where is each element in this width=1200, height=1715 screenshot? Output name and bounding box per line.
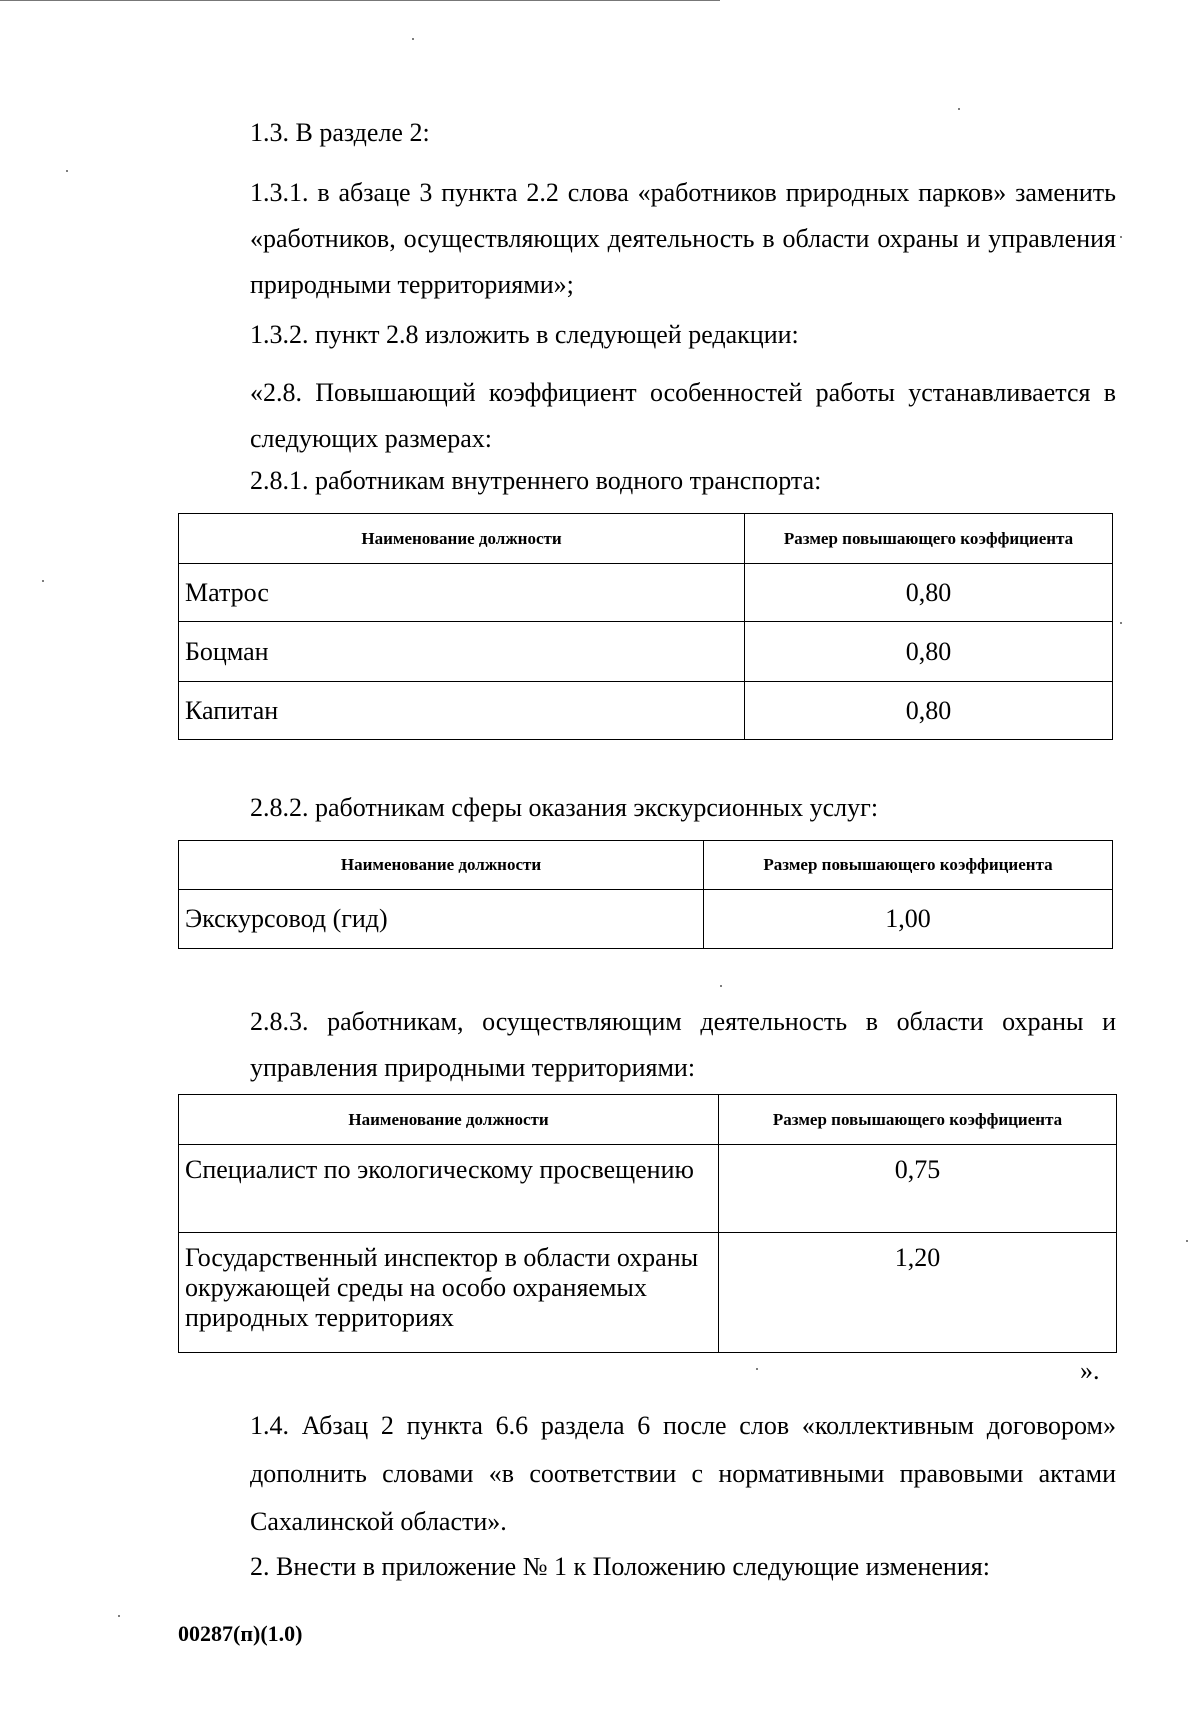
table-row [179, 682, 1113, 740]
coefficient-value: 0,80 [745, 682, 1113, 740]
column-header-position: Наименование должности [179, 514, 745, 564]
position-name: Государственный инспектор в области охраны окружающей среды на особо охраняемых природных территориях [179, 1233, 719, 1353]
column-header-position: Наименование должности [179, 1095, 719, 1145]
scan-speck [958, 108, 960, 110]
document-code: 00287(п)(1.0) [178, 1621, 303, 1646]
closing-quote-mark: ». [1080, 1356, 1100, 1385]
paragraph-2-8-2: 2.8.2. работникам сферы оказания экскурсионных услуг: [250, 793, 879, 822]
table-header-row [179, 1095, 1117, 1145]
paragraph-1-3-2: 1.3.2. пункт 2.8 изложить в следующей редакции: [250, 320, 799, 349]
paragraph-1-3: 1.3. В разделе 2: [250, 118, 430, 147]
scan-speck [1120, 622, 1122, 624]
position-name: Специалист по экологическому просвещению [179, 1145, 719, 1233]
scan-speck [720, 985, 722, 987]
table-header-row [179, 514, 1113, 564]
position-name: Капитан [179, 682, 745, 740]
paragraph-2: 2. Внести в приложение № 1 к Положению следующие изменения: [250, 1552, 990, 1581]
table-row [179, 564, 1113, 622]
paragraph-2-8: «2.8. Повышающий коэффициент особенностей работы устанавливается в следующих размерах: [250, 378, 1116, 453]
column-header-coefficient: Размер повышающего коэффициента [704, 841, 1113, 890]
column-header-coefficient: Размер повышающего коэффициента [719, 1095, 1117, 1145]
paragraph-2-8-3: 2.8.3. работникам, осуществляющим деятельность в области охраны и управления природными территориями: [250, 1007, 1116, 1082]
scan-speck [412, 38, 414, 40]
scan-speck [1120, 236, 1122, 238]
table-header-row [179, 841, 1113, 890]
paragraph-1-3-1: 1.3.1. в абзаце 3 пункта 2.2 слова «работников природных парков» заменить «работников, осуществляющих деятельность в области охраны и управления природными территориями»; [250, 178, 1116, 299]
scan-speck [756, 1368, 758, 1370]
coefficient-value: 0,80 [745, 564, 1113, 622]
table-row [179, 622, 1113, 682]
table-row [179, 1145, 1117, 1233]
position-name: Боцман [179, 622, 745, 682]
scan-speck [118, 1615, 120, 1617]
coefficient-value: 0,80 [745, 622, 1113, 682]
coefficient-table-excursion [178, 840, 1113, 949]
position-name: Матрос [179, 564, 745, 622]
position-name: Экскурсовод (гид) [179, 890, 704, 949]
table-row [179, 890, 1113, 949]
scan-edge-line [0, 0, 720, 1]
coefficient-value: 1,00 [704, 890, 1113, 949]
column-header-position: Наименование должности [179, 841, 704, 890]
table-row [179, 1233, 1117, 1353]
scan-speck [42, 580, 44, 582]
coefficient-table-water-transport [178, 513, 1113, 740]
coefficient-table-nature-protection [178, 1094, 1117, 1353]
paragraph-1-4: 1.4. Абзац 2 пункта 6.6 раздела 6 после слов «коллективным договором» дополнить словами «в соответствии с нормативными правовыми актами Сахалинской области». [250, 1411, 1116, 1536]
coefficient-value: 1,20 [719, 1233, 1117, 1353]
column-header-coefficient: Размер повышающего коэффициента [745, 514, 1113, 564]
coefficient-value: 0,75 [719, 1145, 1117, 1233]
paragraph-2-8-1: 2.8.1. работникам внутреннего водного транспорта: [250, 466, 822, 495]
scan-speck [66, 170, 68, 172]
scan-speck [1186, 1240, 1188, 1242]
